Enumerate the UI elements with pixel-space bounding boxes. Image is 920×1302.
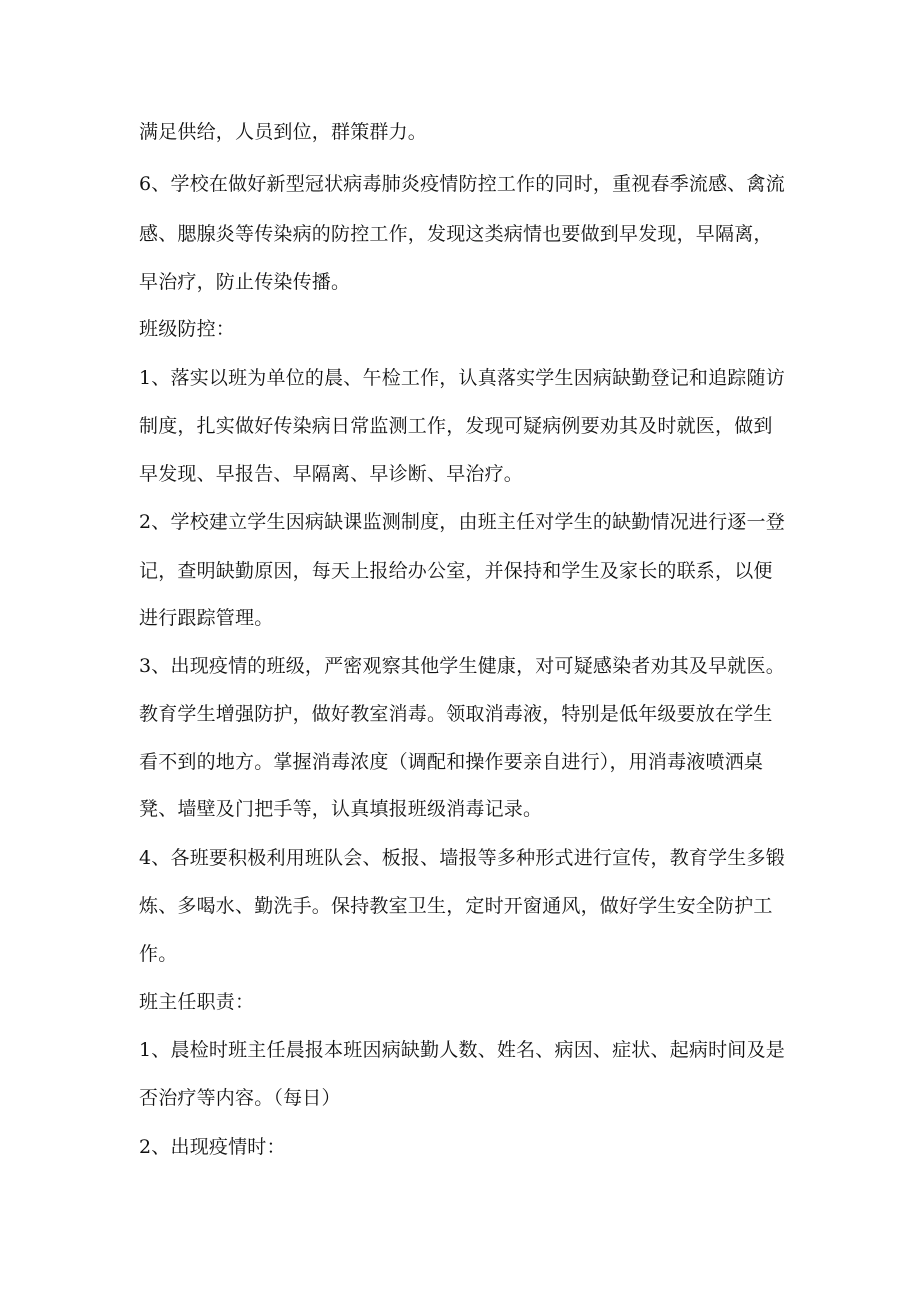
text-line: 进行跟踪管理。: [139, 607, 274, 629]
section-heading: 班主任职责：: [139, 991, 255, 1013]
text-line: 早治疗，防止传染传播。: [139, 271, 351, 293]
text-line: 制度，扎实做好传染病日常监测工作，发现可疑病例要劝其及时就医，做到: [139, 415, 773, 437]
text-line: 看不到的地方。掌握消毒浓度（调配和操作要亲自进行），用消毒液喷洒桌: [139, 751, 764, 773]
text-line: 感、腮腺炎等传染病的防控工作，发现这类病情也要做到早发现，早隔离，: [139, 223, 773, 245]
text-line: 早发现、早报告、早隔离、早诊断、早治疗。: [139, 463, 524, 485]
text-line: 3、出现疫情的班级，严密观察其他学生健康，对可疑感染者劝其及早就医。: [139, 655, 785, 677]
text-line: 4、各班要积极利用班队会、板报、墙报等多种形式进行宣传，教育学生多锻: [139, 847, 785, 869]
text-line: 满足供给，人员到位，群策群力。: [139, 121, 428, 143]
text-line: 凳、墙壁及门把手等，认真填报班级消毒记录。: [139, 798, 543, 820]
text-line: 否治疗等内容。（每日）: [139, 1087, 341, 1109]
text-line: 作。: [139, 943, 178, 965]
text-line: 1、晨检时班主任晨报本班因病缺勤人数、姓名、病因、症状、起病时间及是: [139, 1039, 785, 1061]
text-line: 6、学校在做好新型冠状病毒肺炎疫情防控工作的同时，重视春季流感、禽流: [139, 173, 785, 195]
text-line: 2、出现疫情时：: [139, 1136, 286, 1158]
section-heading: 班级防控：: [139, 318, 236, 340]
text-line: 2、学校建立学生因病缺课监测制度，由班主任对学生的缺勤情况进行逐一登: [139, 511, 785, 533]
text-line: 1、落实以班为单位的晨、午检工作，认真落实学生因病缺勤登记和追踪随访: [139, 367, 785, 389]
text-line: 教育学生增强防护，做好教室消毒。领取消毒液，特别是低年级要放在学生: [139, 703, 773, 725]
text-line: 记，查明缺勤原因，每天上报给办公室，并保持和学生及家长的联系，以便: [139, 560, 773, 582]
text-line: 炼、多喝水、勤洗手。保持教室卫生，定时开窗通风，做好学生安全防护工: [139, 895, 773, 917]
